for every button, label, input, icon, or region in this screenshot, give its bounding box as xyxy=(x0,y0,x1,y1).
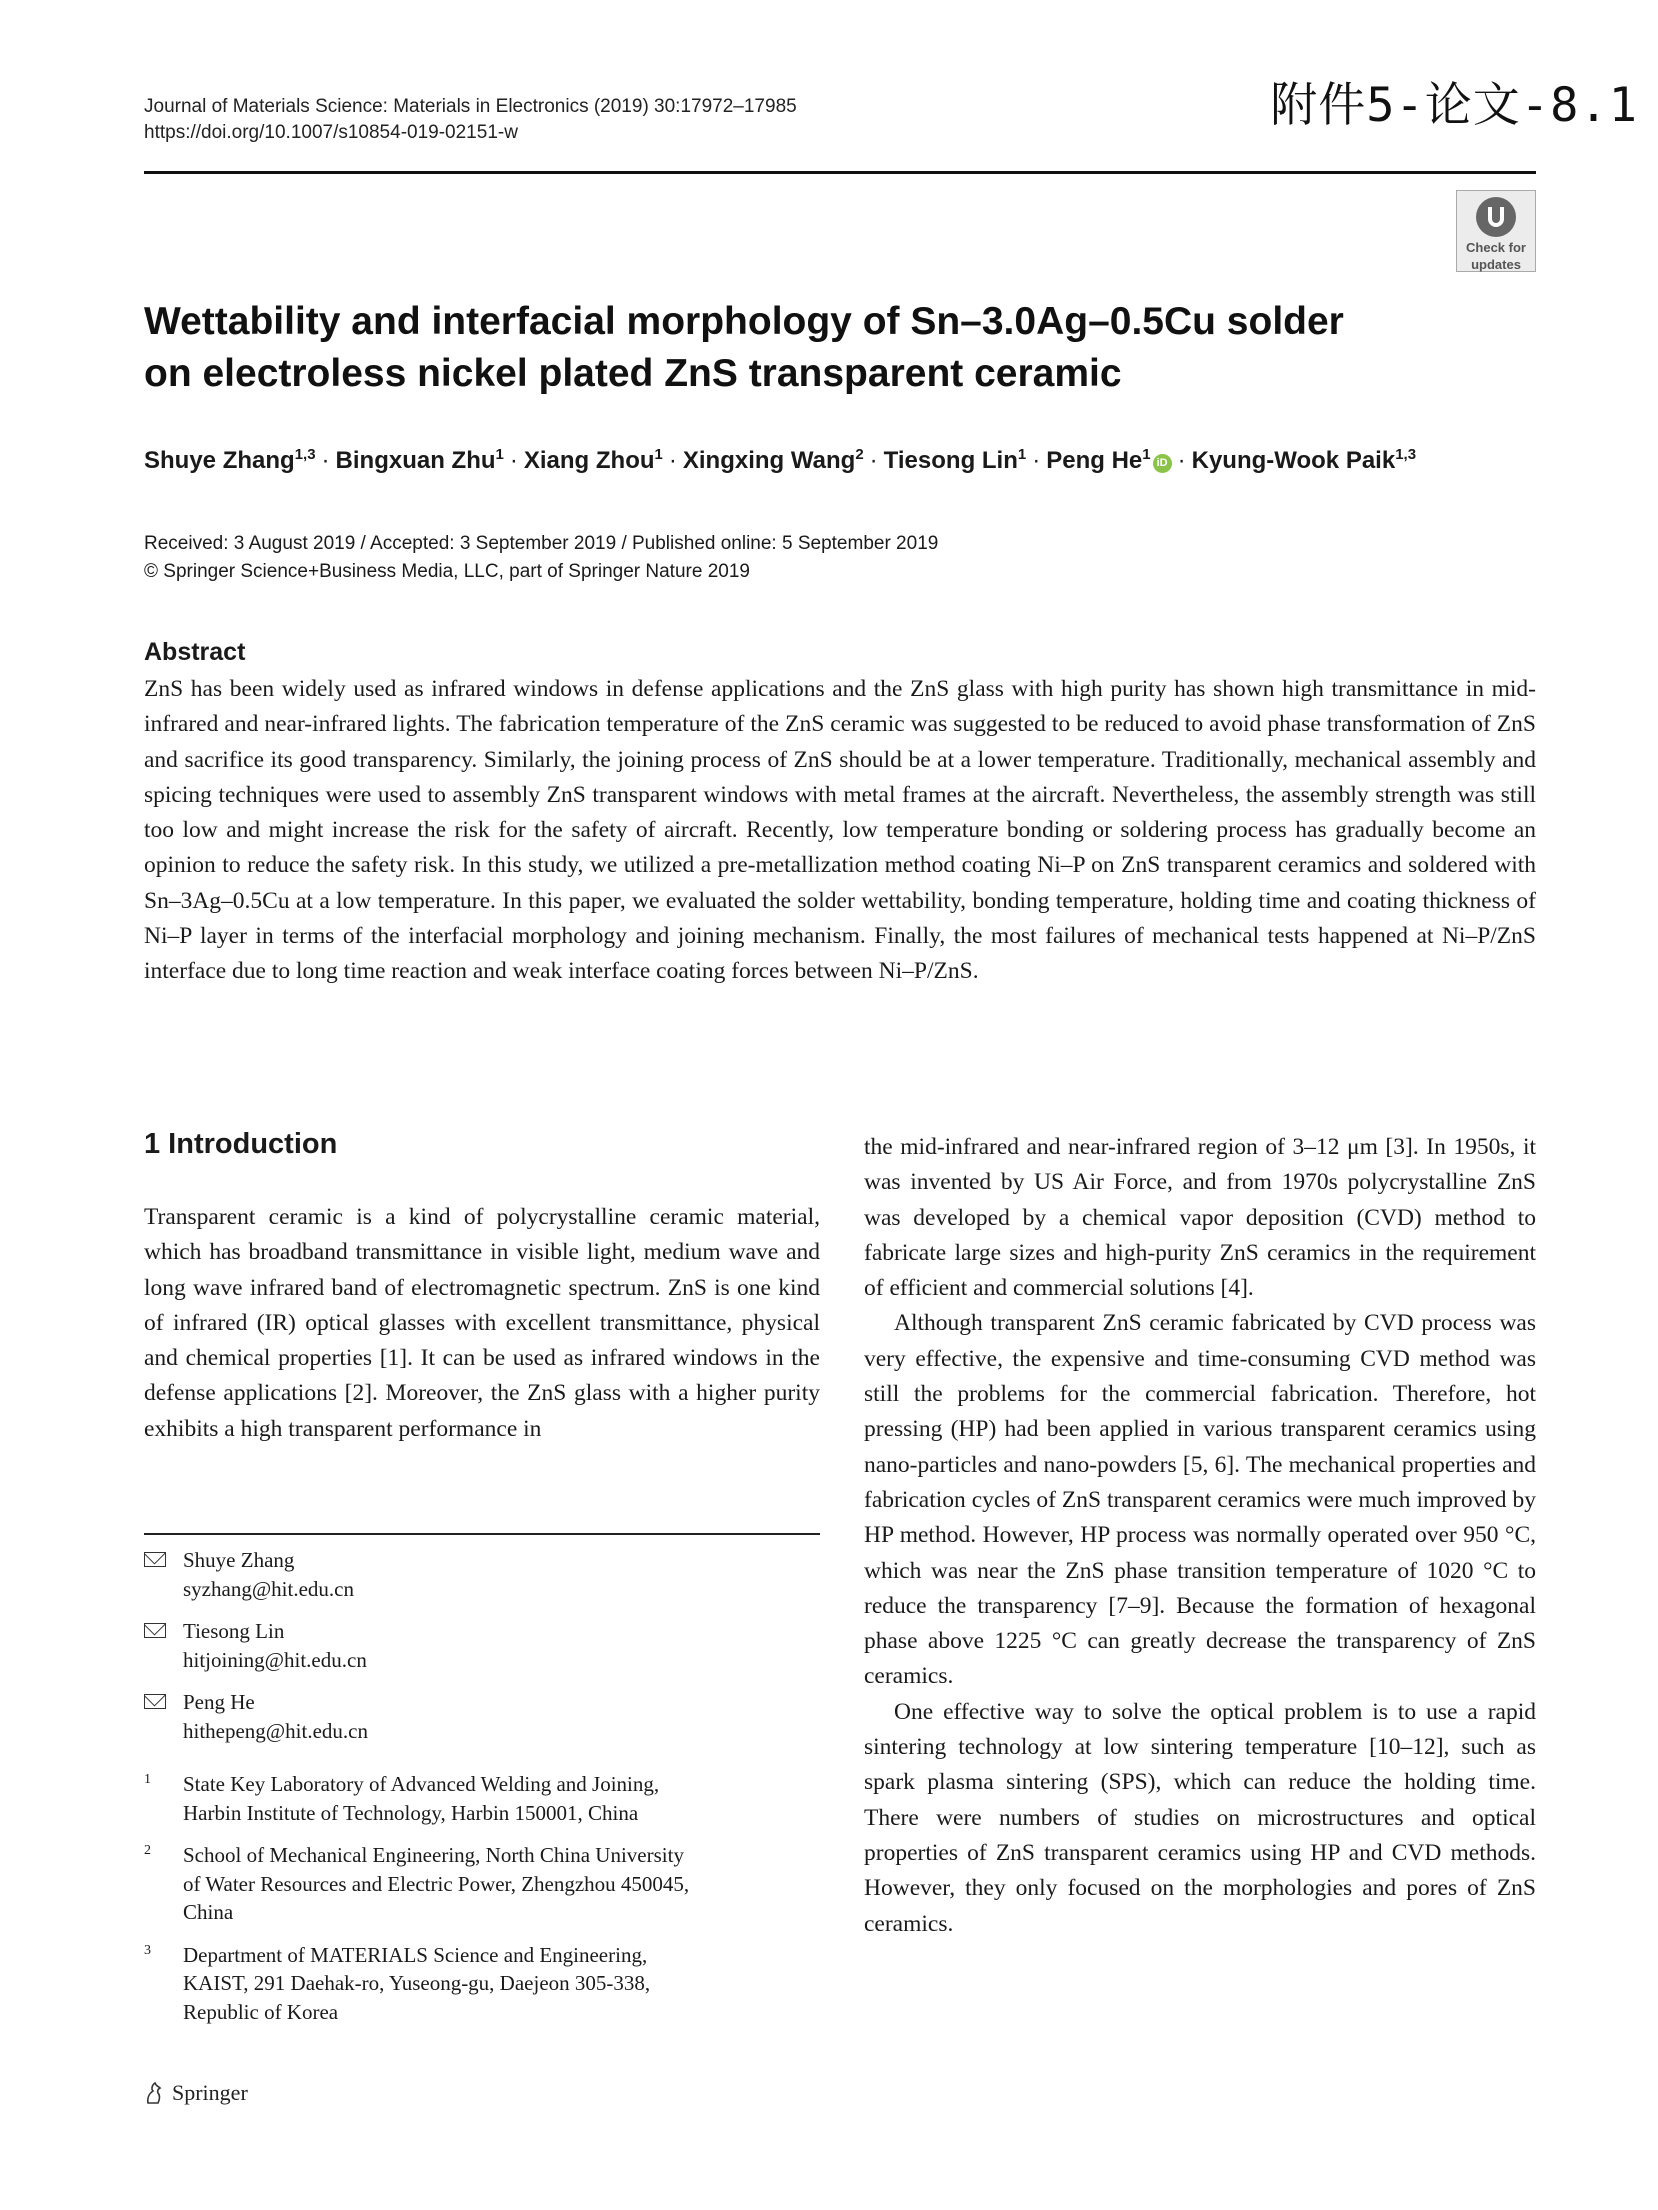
author-affiliation: 2 xyxy=(855,446,864,463)
doi-link[interactable]: https://doi.org/10.1007/s10854-019-02151-w xyxy=(144,122,518,143)
section-heading-introduction: 1 Introduction xyxy=(144,1128,338,1160)
affiliation-line: of Water Resources and Electric Power, Zhengzhou 450045, xyxy=(183,1871,690,1896)
mail-icon xyxy=(144,1623,166,1638)
contact-email[interactable]: hithepeng@hit.edu.cn xyxy=(183,1718,368,1743)
affiliation-number: 1 xyxy=(144,1772,151,1787)
springer-horse-icon xyxy=(144,2081,164,2105)
affiliation-line: KAIST, 291 Daehak-ro, Yuseong-gu, Daejeon 305-338, xyxy=(183,1971,651,1995)
author-affiliation: 1 xyxy=(654,446,663,463)
orcid-icon[interactable]: iD xyxy=(1153,454,1172,473)
affiliation-line: Harbin Institute of Technology, Harbin 150001, China xyxy=(183,1800,639,1825)
author-affiliation: 1 xyxy=(1017,446,1027,463)
author-separator: · xyxy=(668,447,677,474)
affiliation-entry xyxy=(144,1941,820,2027)
contact-entry xyxy=(144,1617,820,1674)
contact-entry xyxy=(144,1546,820,1603)
mail-icon xyxy=(144,1694,166,1709)
header-rule xyxy=(144,171,1536,174)
affiliation-entry xyxy=(144,1841,820,1927)
abstract-body: ZnS has been widely used as infrared windows in defense applications and the ZnS glass with high purity has shown high transmittance in mid-infrared and near-infrared lights. The fabrication temperature of the ZnS ceramic was suggested to be reduced to avoid phase transformation of ZnS and sacrifice its good transparency. Similarly, the joining process of ZnS should be at a lower temperature. Traditionally, mechanical assembly and spicing techniques were used to assembly ZnS transparent windows with metal frames at the aircraft. Nevertheless, the assembly strength was still too low and might increase the risk for the safety of aircraft. Recently, low temperature bonding or soldering process has gradually become an opinion to reduce the safety risk. In this study, we utilized a pre-metallization method coating Ni–P on ZnS transparent ceramics and soldered with Sn–3Ag–0.5Cu at a low temperature. In this paper, we evaluated the solder wettability, bonding temperature, holding time and coating thickness of Ni–P layer in terms of the interfacial morphology and joining mechanism. Finally, the most failures of mechanical tests happened at Ni–P/ZnS interface due to long time reaction and weak interface coating forces between Ni–P/ZnS. xyxy=(144,676,1536,985)
author-affiliation: 1,3 xyxy=(1395,446,1417,463)
author-list xyxy=(144,444,1416,478)
author-name: Tiesong Lin xyxy=(883,447,1018,474)
affiliation-line: School of Mechanical Engineering, North China University xyxy=(183,1843,684,1867)
affiliation-line: Department of MATERIALS Science and Engineering, xyxy=(183,1942,648,1967)
author-name: Xiang Zhou xyxy=(523,447,655,474)
journal-header xyxy=(144,94,797,146)
affiliation-line: Republic of Korea xyxy=(183,1999,339,2024)
copyright-line: © Springer Science+Business Media, LLC, part of Springer Nature 2019 xyxy=(144,561,750,582)
publisher-name: Springer xyxy=(172,2080,248,2105)
contact-email[interactable]: hitjoining@hit.edu.cn xyxy=(183,1647,367,1672)
affiliation-line: China xyxy=(183,1900,234,1924)
author-name: Bingxuan Zhu xyxy=(335,447,496,474)
author-name: Xingxing Wang xyxy=(682,447,856,474)
author-name: Peng He xyxy=(1046,447,1143,474)
author-name: Shuye Zhang xyxy=(144,447,295,474)
author-separator: · xyxy=(1177,447,1186,474)
affiliation-number: 3 xyxy=(144,1942,151,1958)
affiliation-line: State Key Laboratory of Advanced Welding and Joining, xyxy=(183,1772,660,1796)
intro-paragraph: One effective way to solve the optical problem is to use a rapid sintering technology at low sintering temperature [10–12], such as spark plasma sintering (SPS), which can reduce the holding time. There were numbers of studies on microstructures and optical properties of ZnS transparent ceramics using HP and CVD methods. However, they only focused on the morphologies and pores of ZnS ceramics. xyxy=(864,1698,1536,1937)
contact-name: Peng He xyxy=(183,1690,255,1714)
author-name: Kyung-Wook Paik xyxy=(1191,447,1396,474)
contact-email[interactable]: syzhang@hit.edu.cn xyxy=(183,1576,354,1601)
intro-left-column: Transparent ceramic is a kind of polycrystalline ceramic material, which has broadband transmittance in visible light, medium wave and long wave infrared band of electromagnetic spectrum. ZnS is one kind of infrared (IR) optical glasses with excellent transmittance, physical and chemical properties [1]. It can be used as infrared windows in the defense applications [2]. Moreover, the ZnS glass with a higher purity exhibits a high transparent performance in xyxy=(144,1204,820,1442)
crossmark-label-1: Check for xyxy=(1466,240,1526,255)
author-separator: · xyxy=(1032,447,1041,474)
affiliation-number: 2 xyxy=(144,1843,151,1858)
publication-dates xyxy=(144,530,938,586)
affiliation-entry xyxy=(144,1770,820,1827)
title-line-2: on electroless nickel plated ZnS transparent ceramic xyxy=(144,352,1122,395)
dates-line: Received: 3 August 2019 / Accepted: 3 September 2019 / Published online: 5 September 2019 xyxy=(144,533,939,554)
paper-title xyxy=(144,296,1444,400)
author-affiliation: 1 xyxy=(1142,446,1151,463)
author-affiliation: 1 xyxy=(495,446,504,463)
mail-icon xyxy=(144,1552,166,1567)
contact-name: Tiesong Lin xyxy=(183,1619,285,1643)
crossmark-badge[interactable] xyxy=(1456,190,1536,272)
page-footer xyxy=(144,2080,248,2106)
crossmark-label-2: updates xyxy=(1471,257,1521,272)
corresponding-authors xyxy=(144,1546,820,1759)
footnote-rule xyxy=(144,1533,820,1535)
title-line-1: Wettability and interfacial morphology of Sn–3.0Ag–0.5Cu solder xyxy=(144,300,1344,343)
page-tag: 附件5-论文-8.1 xyxy=(1270,78,1638,133)
intro-paragraph: Although transparent ZnS ceramic fabricated by CVD process was very effective, the expensive and time-consuming CVD method was still the problems for the commercial fabrication. Therefore, hot pressing (HP) had been applied in various transparent ceramics using nano-particles and nano-powders [5, 6]. The mechanical properties and fabrication cycles of ZnS transparent ceramics were much improved by HP method. However, HP process was normally operated over 950 °C, which was near the ZnS phase transition temperature of 1020 °C to reduce the transparency [7–9]. Because the formation of hexagonal phase above 1225 °C can greatly decrease the transparency of ZnS ceramics. xyxy=(864,1310,1536,1690)
affiliations xyxy=(144,1770,820,2040)
crossmark-icon xyxy=(1476,197,1516,237)
intro-paragraph: the mid-infrared and near-infrared region of 3–12 μm [3]. In 1950s, it was invented by US Air Force, and from 1970s polycrystalline ZnS was developed by a chemical vapor deposition (CVD) method to fabricate large sizes and high-purity ZnS ceramics in the requirement of efficient and commercial solutions [4]. xyxy=(864,1134,1536,1302)
author-separator: · xyxy=(869,447,878,474)
author-separator: · xyxy=(321,447,330,474)
author-affiliation: 1,3 xyxy=(294,446,316,463)
contact-entry xyxy=(144,1688,820,1745)
journal-citation: Journal of Materials Science: Materials in Electronics (2019) 30:17972–17985 xyxy=(144,96,797,117)
abstract-heading: Abstract xyxy=(144,638,246,666)
author-separator: · xyxy=(509,447,518,474)
contact-name: Shuye Zhang xyxy=(183,1548,295,1572)
intro-right-column xyxy=(864,1130,1536,1942)
